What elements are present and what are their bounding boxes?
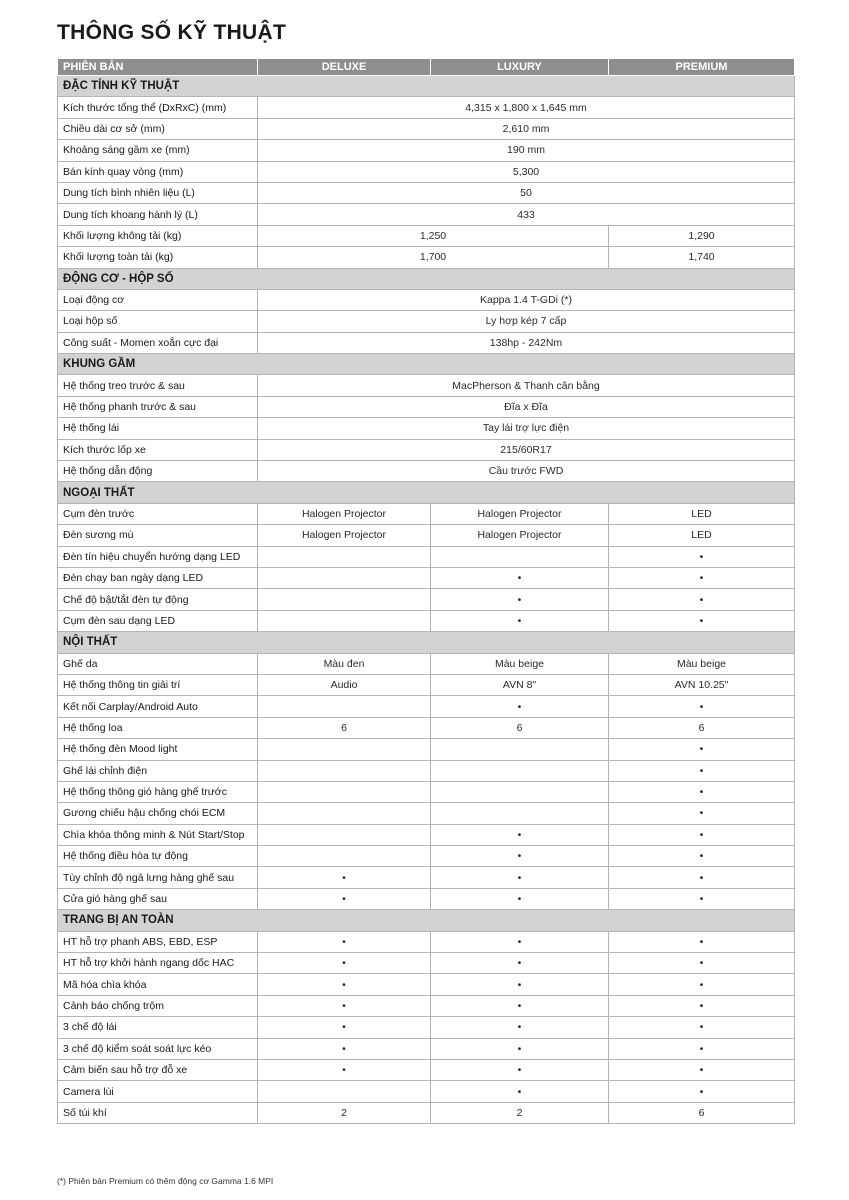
spec-label: Đèn tín hiệu chuyển hướng dạng LED: [58, 546, 258, 567]
feature-available-dot: •: [431, 824, 609, 845]
spec-value: Ly hợp kép 7 cấp: [258, 311, 795, 332]
feature-available-dot: •: [609, 1059, 795, 1080]
spec-label: Cảm biến sau hỗ trợ đỗ xe: [58, 1059, 258, 1080]
feature-available-dot: •: [431, 995, 609, 1016]
section-title: ĐỘNG CƠ - HỘP SỐ: [58, 268, 795, 289]
spec-value: 2: [431, 1102, 609, 1123]
feature-available-dot: •: [609, 824, 795, 845]
feature-available-dot: •: [431, 1038, 609, 1059]
spec-label: Kết nối Carplay/Android Auto: [58, 696, 258, 717]
feature-available-dot: •: [431, 867, 609, 888]
table-row: [58, 867, 795, 888]
spec-label: Mã hóa chìa khóa: [58, 974, 258, 995]
feature-available-dot: •: [609, 739, 795, 760]
header-row: [58, 59, 795, 76]
table-row: [58, 332, 795, 353]
spec-value: 5,300: [258, 161, 795, 182]
spec-label: Cụm đèn trước: [58, 503, 258, 524]
feature-available-dot: •: [431, 589, 609, 610]
spec-label: Hệ thống loa: [58, 717, 258, 738]
feature-available-dot: •: [258, 931, 431, 952]
table-row: [58, 418, 795, 439]
table-row: [58, 589, 795, 610]
spec-label: Ghế da: [58, 653, 258, 674]
spec-label: Hệ thống điều hòa tự động: [58, 846, 258, 867]
spec-value: 1,740: [609, 247, 795, 268]
table-row: [58, 461, 795, 482]
spec-value: [258, 589, 431, 610]
spec-label: Ghế lái chỉnh điện: [58, 760, 258, 781]
feature-available-dot: •: [609, 1017, 795, 1038]
table-row: [58, 289, 795, 310]
section-title: KHUNG GẦM: [58, 354, 795, 375]
feature-available-dot: •: [609, 867, 795, 888]
feature-available-dot: •: [609, 1038, 795, 1059]
table-row: [58, 760, 795, 781]
spec-value: 6: [609, 1102, 795, 1123]
feature-available-dot: •: [431, 610, 609, 631]
spec-value: AVN 8": [431, 674, 609, 695]
spec-value: Kappa 1.4 T-GDi (*): [258, 289, 795, 310]
table-row: [58, 674, 795, 695]
table-row: [58, 118, 795, 139]
spec-value: 1,250: [258, 225, 609, 246]
feature-available-dot: •: [258, 974, 431, 995]
spec-value: [431, 546, 609, 567]
spec-label: Chế độ bật/tắt đèn tự động: [58, 589, 258, 610]
table-row: [58, 140, 795, 161]
table-row: [58, 161, 795, 182]
spec-value: Màu beige: [431, 653, 609, 674]
spec-value: Đĩa x Đĩa: [258, 396, 795, 417]
table-row: [58, 225, 795, 246]
feature-available-dot: •: [431, 567, 609, 588]
table-row: [58, 1081, 795, 1102]
spec-label: Khoảng sáng gầm xe (mm): [58, 140, 258, 161]
spec-value: Tay lái trợ lực điện: [258, 418, 795, 439]
table-row: [58, 995, 795, 1016]
section-title: ĐẶC TÍNH KỸ THUẬT: [58, 76, 795, 97]
spec-value: 1,700: [258, 247, 609, 268]
spec-label: Hệ thống lái: [58, 418, 258, 439]
table-row: [58, 1059, 795, 1080]
table-row: [58, 846, 795, 867]
feature-available-dot: •: [609, 610, 795, 631]
spec-value: [431, 803, 609, 824]
spec-label: Hệ thống phanh trước & sau: [58, 396, 258, 417]
spec-value: 433: [258, 204, 795, 225]
spec-value: 190 mm: [258, 140, 795, 161]
spec-value: [258, 803, 431, 824]
table-row: [58, 931, 795, 952]
section-header: [58, 354, 795, 375]
feature-available-dot: •: [609, 846, 795, 867]
spec-label: Loại hộp số: [58, 311, 258, 332]
table-row: [58, 610, 795, 631]
spec-value: 1,290: [609, 225, 795, 246]
feature-available-dot: •: [609, 995, 795, 1016]
spec-value: 138hp - 242Nm: [258, 332, 795, 353]
spec-value: MacPherson & Thanh cân bằng: [258, 375, 795, 396]
feature-available-dot: •: [609, 696, 795, 717]
feature-available-dot: •: [431, 1059, 609, 1080]
spec-value: [258, 760, 431, 781]
feature-available-dot: •: [609, 974, 795, 995]
table-row: [58, 1017, 795, 1038]
table-row: [58, 182, 795, 203]
spec-value: 6: [609, 717, 795, 738]
table-row: [58, 1038, 795, 1059]
section-header: [58, 910, 795, 931]
table-row: [58, 525, 795, 546]
spec-label: Dung tích bình nhiên liệu (L): [58, 182, 258, 203]
spec-label: Hệ thống dẫn động: [58, 461, 258, 482]
spec-value: Halogen Projector: [258, 503, 431, 524]
table-row: [58, 824, 795, 845]
spec-label: 3 chế độ lái: [58, 1017, 258, 1038]
feature-available-dot: •: [258, 1038, 431, 1059]
feature-available-dot: •: [431, 931, 609, 952]
spec-label: Gương chiếu hậu chống chói ECM: [58, 803, 258, 824]
table-row: [58, 888, 795, 909]
feature-available-dot: •: [609, 888, 795, 909]
section-header: [58, 76, 795, 97]
feature-available-dot: •: [609, 781, 795, 802]
spec-value: 50: [258, 182, 795, 203]
spec-value: [258, 696, 431, 717]
spec-label: Khối lượng không tải (kg): [58, 225, 258, 246]
spec-value: [258, 567, 431, 588]
spec-label: Cụm đèn sau dạng LED: [58, 610, 258, 631]
feature-available-dot: •: [258, 888, 431, 909]
spec-value: 6: [258, 717, 431, 738]
header-luxury: LUXURY: [431, 59, 609, 76]
spec-label: Kích thước tổng thể (DxRxC) (mm): [58, 97, 258, 118]
spec-value: Halogen Projector: [431, 525, 609, 546]
spec-value: [431, 781, 609, 802]
page-title: THÔNG SỐ KỸ THUẬT: [57, 21, 287, 44]
section-header: [58, 268, 795, 289]
table-row: [58, 567, 795, 588]
feature-available-dot: •: [609, 567, 795, 588]
spec-label: Bán kính quay vòng (mm): [58, 161, 258, 182]
header-deluxe: DELUXE: [258, 59, 431, 76]
spec-value: [258, 824, 431, 845]
spec-label: Camera lùi: [58, 1081, 258, 1102]
feature-available-dot: •: [609, 803, 795, 824]
spec-label: Số túi khí: [58, 1102, 258, 1123]
feature-available-dot: •: [258, 953, 431, 974]
spec-label: Kích thước lốp xe: [58, 439, 258, 460]
spec-label: Chiều dài cơ sở (mm): [58, 118, 258, 139]
section-title: NỘI THẤT: [58, 632, 795, 653]
spec-table: [57, 58, 795, 1124]
spec-label: HT hỗ trợ phanh ABS, EBD, ESP: [58, 931, 258, 952]
feature-available-dot: •: [431, 846, 609, 867]
section-header: [58, 632, 795, 653]
table-row: [58, 204, 795, 225]
spec-value: AVN 10.25": [609, 674, 795, 695]
feature-available-dot: •: [431, 1081, 609, 1102]
spec-value: [431, 739, 609, 760]
spec-label: Cửa gió hàng ghế sau: [58, 888, 258, 909]
spec-label: Hệ thống treo trước & sau: [58, 375, 258, 396]
feature-available-dot: •: [431, 1017, 609, 1038]
section-title: NGOẠI THẤT: [58, 482, 795, 503]
spec-value: 2,610 mm: [258, 118, 795, 139]
spec-label: Chìa khóa thông minh & Nút Start/Stop: [58, 824, 258, 845]
table-row: [58, 503, 795, 524]
section-title: TRANG BỊ AN TOÀN: [58, 910, 795, 931]
spec-label: HT hỗ trợ khởi hành ngang dốc HAC: [58, 953, 258, 974]
spec-value: [431, 760, 609, 781]
feature-available-dot: •: [258, 1059, 431, 1080]
spec-label: 3 chế độ kiểm soát soát lực kéo: [58, 1038, 258, 1059]
spec-value: Halogen Projector: [258, 525, 431, 546]
table-row: [58, 953, 795, 974]
table-row: [58, 247, 795, 268]
feature-available-dot: •: [431, 953, 609, 974]
spec-label: Hệ thống thông tin giải trí: [58, 674, 258, 695]
feature-available-dot: •: [431, 696, 609, 717]
spec-label: Đèn chạy ban ngày dạng LED: [58, 567, 258, 588]
section-header: [58, 482, 795, 503]
table-row: [58, 396, 795, 417]
spec-value: LED: [609, 525, 795, 546]
spec-table-body: [58, 76, 795, 1124]
footnote: (*) Phiên bản Premium có thêm động cơ Gamma 1.6 MPI: [57, 1176, 274, 1186]
spec-value: [258, 739, 431, 760]
spec-value: Halogen Projector: [431, 503, 609, 524]
feature-available-dot: •: [609, 931, 795, 952]
table-row: [58, 717, 795, 738]
spec-value: 2: [258, 1102, 431, 1123]
spec-label: Dung tích khoang hành lý (L): [58, 204, 258, 225]
spec-value: Audio: [258, 674, 431, 695]
table-row: [58, 375, 795, 396]
spec-label: Tùy chỉnh độ ngả lưng hàng ghế sau: [58, 867, 258, 888]
spec-value: [258, 610, 431, 631]
feature-available-dot: •: [609, 953, 795, 974]
feature-available-dot: •: [258, 995, 431, 1016]
spec-value: [258, 781, 431, 802]
spec-value: Cầu trước FWD: [258, 461, 795, 482]
table-row: [58, 781, 795, 802]
table-row: [58, 974, 795, 995]
spec-label: Hệ thống đèn Mood light: [58, 739, 258, 760]
spec-label: Loại động cơ: [58, 289, 258, 310]
spec-value: 6: [431, 717, 609, 738]
spec-label: Cảnh báo chống trộm: [58, 995, 258, 1016]
table-row: [58, 439, 795, 460]
table-row: [58, 803, 795, 824]
header-premium: PREMIUM: [609, 59, 795, 76]
feature-available-dot: •: [431, 888, 609, 909]
spec-value: [258, 846, 431, 867]
spec-label: Đèn sương mù: [58, 525, 258, 546]
spec-value: [258, 1081, 431, 1102]
header-version: PHIÊN BẢN: [58, 59, 258, 76]
table-row: [58, 1102, 795, 1123]
feature-available-dot: •: [258, 1017, 431, 1038]
table-row: [58, 696, 795, 717]
spec-value: Màu đen: [258, 653, 431, 674]
spec-value: 215/60R17: [258, 439, 795, 460]
spec-value: Màu beige: [609, 653, 795, 674]
feature-available-dot: •: [609, 1081, 795, 1102]
spec-table-header: [58, 59, 795, 76]
spec-label: Hệ thống thông gió hàng ghế trước: [58, 781, 258, 802]
spec-value: LED: [609, 503, 795, 524]
spec-label: Khối lượng toàn tải (kg): [58, 247, 258, 268]
table-row: [58, 739, 795, 760]
feature-available-dot: •: [609, 760, 795, 781]
feature-available-dot: •: [609, 546, 795, 567]
table-row: [58, 653, 795, 674]
spec-label: Công suất - Momen xoắn cực đại: [58, 332, 258, 353]
spec-value: [258, 546, 431, 567]
table-row: [58, 97, 795, 118]
table-row: [58, 311, 795, 332]
table-row: [58, 546, 795, 567]
feature-available-dot: •: [609, 589, 795, 610]
feature-available-dot: •: [258, 867, 431, 888]
feature-available-dot: •: [431, 974, 609, 995]
spec-value: 4,315 x 1,800 x 1,645 mm: [258, 97, 795, 118]
